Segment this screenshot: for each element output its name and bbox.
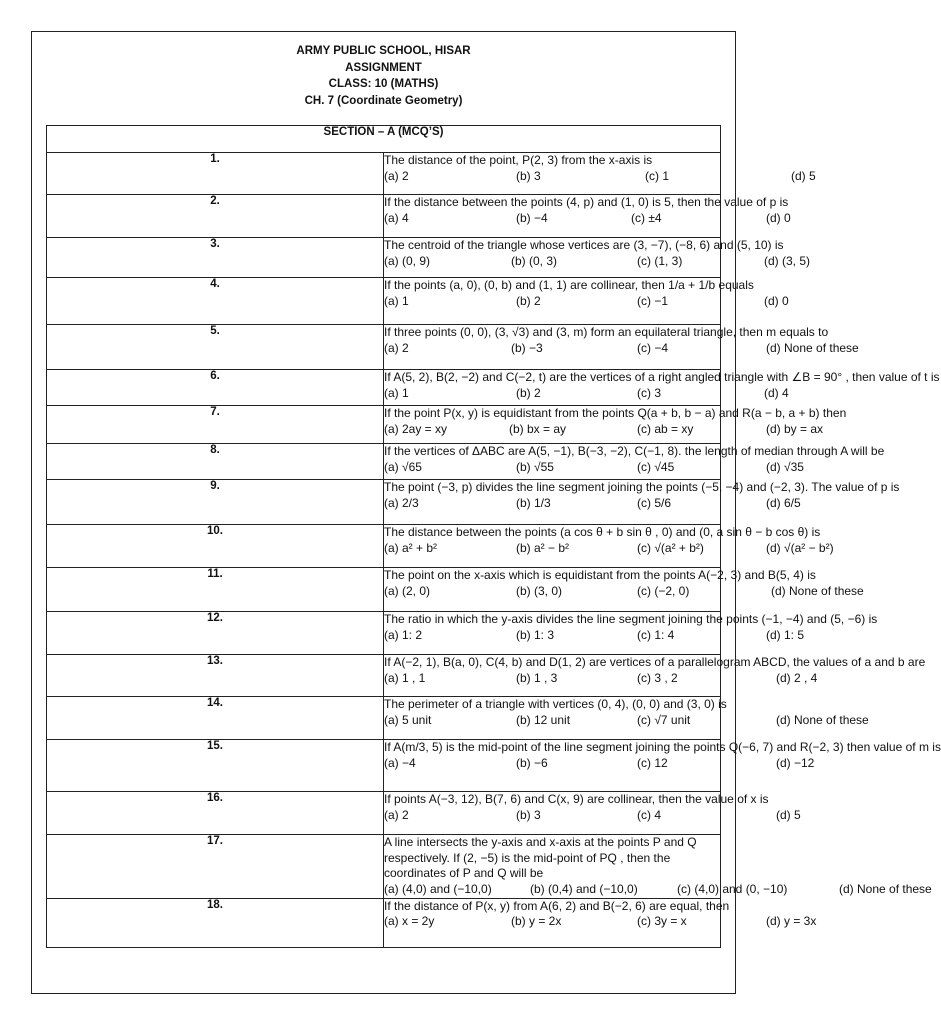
option-a: (a) x = 2y	[384, 914, 435, 928]
question-row	[47, 740, 721, 792]
question-text: If the vertices of ΔABC are A(5, −1), B(−3, −2), C(−1, 8). the length of median through A will be	[384, 444, 885, 458]
question-row	[47, 444, 721, 480]
option-b: (b) 3	[516, 807, 541, 822]
question-cell	[384, 525, 834, 568]
option-b: (b) a² − b²	[516, 540, 570, 555]
option-c: (c) 3	[637, 385, 661, 400]
options-row	[384, 385, 789, 402]
option-b: (b) √55	[516, 459, 554, 474]
mcq-table	[46, 125, 941, 948]
option-a: (a) a² + b²	[384, 540, 438, 555]
section-title: SECTION – A (MCQ’S)	[47, 126, 721, 153]
option-c: (c) 3 , 2	[637, 670, 678, 685]
options-row	[384, 914, 817, 930]
question-cell	[384, 740, 941, 792]
question-row	[47, 480, 721, 525]
question-row	[47, 792, 721, 835]
question-number: 7.	[47, 406, 384, 444]
question-cell	[384, 792, 801, 835]
option-a: (a) 2	[384, 807, 409, 822]
option-d: (d) 5	[791, 168, 816, 183]
options-row	[384, 881, 932, 898]
option-a: (a) 1: 2	[384, 627, 423, 642]
question-cell	[384, 278, 789, 325]
option-c: (c) √(a² + b²)	[637, 540, 704, 555]
option-d: (d) by = ax	[766, 421, 824, 436]
question-row	[47, 568, 721, 612]
question-text: The perimeter of a triangle with vertices (0, 4), (0, 0) and (3, 0) is	[384, 697, 727, 711]
question-number: 4.	[47, 278, 384, 325]
option-a: (a) 2/3	[384, 495, 419, 510]
question-text: A line intersects the y-axis and x-axis at the points P and Q respectively. If (2, −5) is the mid-point of PQ , then the coordinates of P and Q will be	[384, 835, 697, 880]
option-a: (a) (2, 0)	[384, 583, 431, 598]
question-text: If the distance between the points (4, p) and (1, 0) is 5, then the value of p is	[384, 195, 789, 209]
question-text: The ratio in which the y-axis divides the line segment joining the points (−1, −4) and (5, −6) is	[384, 612, 878, 626]
chapter-label: CH. 7 (Coordinate Geometry)	[304, 94, 463, 107]
option-d: (d) 1: 5	[766, 627, 805, 642]
question-number: 14.	[47, 697, 384, 740]
option-b: (b) 1 , 3	[516, 670, 558, 685]
options-row	[384, 755, 815, 772]
option-d: (d) None of these	[839, 881, 932, 896]
document-header	[31, 43, 736, 109]
option-a: (a) 1 , 1	[384, 670, 426, 685]
option-d: (d) 5	[776, 807, 801, 822]
option-b: (b) (3, 0)	[516, 583, 563, 598]
option-d: (d) 0	[764, 293, 789, 308]
option-b: (b) 2	[516, 293, 541, 308]
option-a: (a) 2	[384, 340, 409, 355]
options-row	[384, 168, 816, 185]
question-text: The distance between the points (a cos θ + b sin θ , 0) and (0, a sin θ − b cos θ) is	[384, 525, 821, 539]
option-b: (b) y = 2x	[511, 914, 562, 928]
options-row	[384, 807, 801, 824]
option-a: (a) 2ay = xy	[384, 421, 448, 436]
options-row	[384, 253, 811, 270]
options-row	[384, 421, 824, 438]
question-row	[47, 612, 721, 655]
options-row	[384, 210, 791, 227]
option-a: (a) 1	[384, 293, 409, 308]
option-b: (b) −4	[516, 210, 548, 225]
question-row	[47, 697, 721, 740]
question-number: 15.	[47, 740, 384, 792]
question-text: The distance of the point, P(2, 3) from the x-axis is	[384, 153, 653, 167]
option-b: (b) (0, 3)	[511, 253, 558, 268]
section-row	[47, 126, 721, 153]
document-type: ASSIGNMENT	[345, 61, 422, 74]
option-a: (a) −4	[384, 755, 416, 770]
question-cell	[384, 655, 926, 697]
option-c: (c) (1, 3)	[637, 253, 683, 268]
option-a: (a) 2	[384, 168, 409, 183]
option-d: (d) 6/5	[766, 495, 801, 510]
question-cell	[384, 325, 859, 370]
question-row	[47, 325, 721, 370]
options-row	[384, 340, 859, 357]
question-text: If points A(−3, 12), B(7, 6) and C(x, 9) are collinear, then the value of x is	[384, 792, 769, 806]
options-row	[384, 712, 869, 729]
option-d: (d) None of these	[766, 340, 859, 355]
option-c: (c) 5/6	[637, 495, 672, 510]
question-number: 12.	[47, 612, 384, 655]
option-d: (d) (3, 5)	[764, 253, 811, 268]
question-number: 9.	[47, 480, 384, 525]
option-c: (c) ab = xy	[637, 421, 694, 436]
question-number: 13.	[47, 655, 384, 697]
option-b: (b) 2	[516, 385, 541, 400]
option-c: (c) (−2, 0)	[637, 583, 690, 598]
option-c: (c) 12	[637, 755, 668, 770]
question-number: 6.	[47, 370, 384, 406]
option-d: (d) 2 , 4	[776, 670, 818, 685]
question-cell	[384, 568, 864, 612]
option-d: (d) √(a² − b²)	[766, 540, 834, 555]
option-b: (b) 1: 3	[516, 627, 555, 642]
option-b: (b) bx = ay	[509, 421, 567, 436]
option-a: (a) √65	[384, 459, 422, 474]
question-cell	[384, 406, 847, 444]
option-a: (a) (4,0) and (−10,0)	[384, 881, 492, 896]
option-d: (d) 0	[766, 210, 791, 225]
options-row	[384, 670, 818, 687]
question-row	[47, 278, 721, 325]
question-cell	[384, 195, 791, 238]
option-b: (b) 3	[516, 168, 541, 183]
question-number: 8.	[47, 444, 384, 480]
option-a: (a) 1	[384, 385, 409, 400]
question-text: The point (−3, p) divides the line segment joining the points (−5, −4) and (−2, 3). The value of p is	[384, 480, 900, 494]
question-row	[47, 195, 721, 238]
option-d: (d) −12	[776, 755, 815, 770]
option-c: (c) 1	[645, 168, 669, 183]
question-number: 17.	[47, 835, 384, 899]
question-text: The centroid of the triangle whose vertices are (3, −7), (−8, 6) and (5, 10) is	[384, 238, 784, 252]
class-label: CLASS: 10 (MATHS)	[328, 78, 439, 90]
options-row	[384, 583, 864, 600]
option-c: (c) ±4	[631, 210, 662, 225]
question-text: If the distance of P(x, y) from A(6, 2) and B(−2, 6) are equal, then	[384, 898, 730, 913]
question-row	[47, 238, 721, 278]
option-c: (c) −1	[637, 293, 669, 308]
question-cell	[384, 153, 816, 195]
question-cell	[384, 444, 885, 480]
question-number: 2.	[47, 195, 384, 238]
question-text: If three points (0, 0), (3, √3) and (3, m) form an equilateral triangle, then m equals to	[384, 325, 829, 339]
question-cell	[384, 697, 869, 740]
option-a: (a) 4	[384, 210, 409, 225]
question-row	[47, 370, 721, 406]
option-b: (b) −3	[511, 340, 543, 355]
question-number: 3.	[47, 238, 384, 278]
question-cell	[384, 370, 940, 406]
question-text: If the point P(x, y) is equidistant from the points Q(a + b, b − a) and R(a − b, a + b) then	[384, 406, 847, 420]
question-row	[47, 406, 721, 444]
question-number: 16.	[47, 792, 384, 835]
question-cell	[384, 480, 900, 525]
question-text: If the points (a, 0), (0, b) and (1, 1) are collinear, then 1/a + 1/b equals	[384, 278, 754, 292]
option-c: (c) √45	[637, 459, 675, 474]
question-number: 1.	[47, 153, 384, 195]
question-number: 10.	[47, 525, 384, 568]
option-d: (d) None of these	[771, 583, 864, 598]
option-d: (d) None of these	[776, 712, 869, 727]
question-row	[47, 153, 721, 195]
options-row	[384, 293, 789, 310]
option-b: (b) 12 unit	[516, 712, 571, 727]
question-number: 5.	[47, 325, 384, 370]
question-row	[47, 655, 721, 697]
question-row	[47, 525, 721, 568]
school-name: ARMY PUBLIC SCHOOL, HISAR	[296, 45, 471, 57]
option-c: (c) 4	[637, 807, 661, 822]
question-text: If A(5, 2), B(2, −2) and C(−2, t) are the vertices of a right angled triangle with ∠B = 90° , then value of t is	[384, 370, 940, 384]
option-b: (b) 1/3	[516, 495, 551, 510]
question-cell	[384, 612, 878, 655]
option-a: (a) 5 unit	[384, 712, 432, 727]
options-row	[384, 495, 801, 512]
option-d: (d) √35	[766, 459, 804, 474]
question-cell	[384, 898, 817, 947]
question-text: If A(m/3, 5) is the mid-point of the line segment joining the points Q(−6, 7) and R(−2, 3) then value of m is	[384, 740, 941, 754]
options-row	[384, 459, 804, 476]
question-row	[47, 835, 721, 899]
options-row	[384, 627, 805, 644]
option-b: (b) (0,4) and (−10,0)	[530, 881, 638, 896]
question-cell	[384, 835, 932, 899]
option-c: (c) √7 unit	[637, 712, 691, 727]
question-text: If A(−2, 1), B(a, 0), C(4, b) and D(1, 2) are vertices of a parallelogram ABCD, the values of a and b are	[384, 655, 926, 669]
option-c: (c) (4,0) and (0, −10)	[677, 881, 788, 896]
option-c: (c) 1: 4	[637, 627, 675, 642]
option-a: (a) (0, 9)	[384, 253, 431, 268]
option-b: (b) −6	[516, 755, 548, 770]
question-row	[47, 898, 721, 947]
options-row	[384, 540, 834, 557]
option-c: (c) 3y = x	[637, 914, 687, 928]
option-c: (c) −4	[637, 340, 669, 355]
option-d: (d) 4	[764, 385, 789, 400]
question-number: 11.	[47, 568, 384, 612]
option-d: (d) y = 3x	[766, 914, 817, 928]
question-cell	[384, 238, 811, 278]
question-number: 18.	[47, 898, 384, 947]
question-text: The point on the x-axis which is equidistant from the points A(−2, 3) and B(5, 4) is	[384, 568, 816, 582]
